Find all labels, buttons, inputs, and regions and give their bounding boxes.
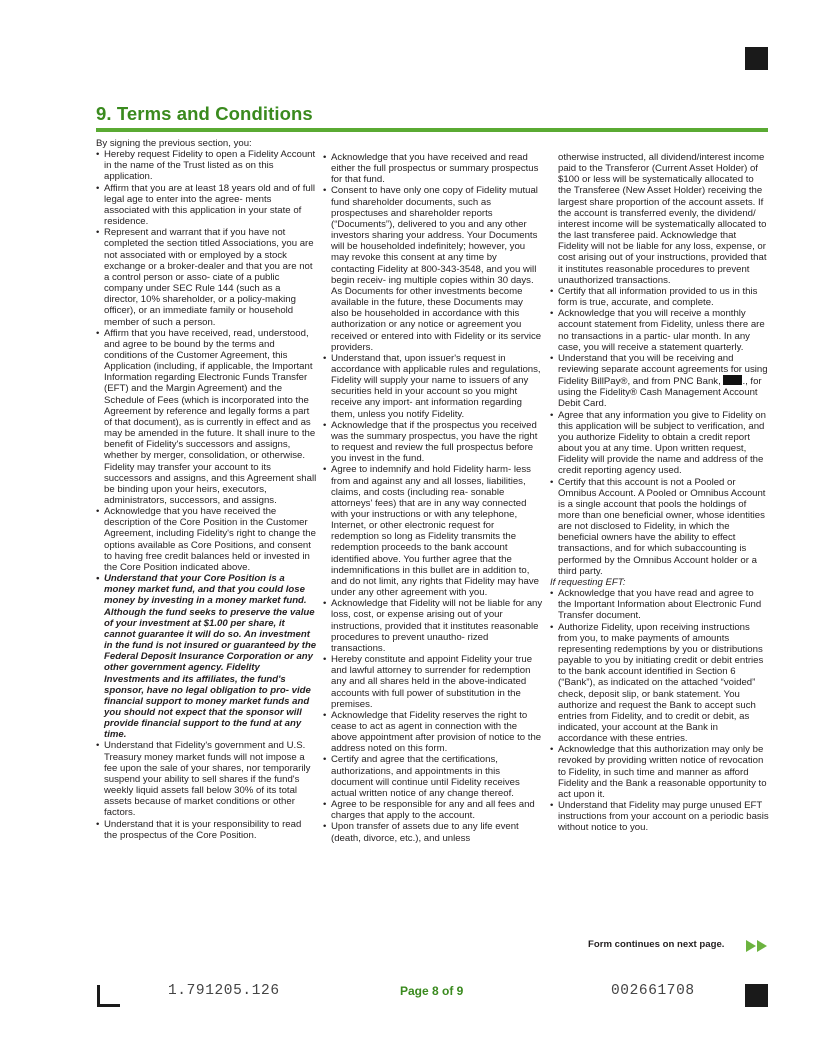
terms-column-1	[96, 138, 317, 841]
term-item: • Acknowledge that if the prospectus you received was the summary prospectus, you have the right to request and review the full prospectus before you invest in the fund.	[323, 420, 543, 465]
term-item: • Certify that this account is not a Pooled or Omnibus Account. A Pooled or Omnibus Account is a single account that pools the holdings of more than one beneficial owner, whose identities are not disclosed to Fidelity, in which the beneficial owners have the ability to effect transactions, and for which subaccounting is performed by the Omnibus Account holder or a third party.	[550, 477, 769, 577]
term-item: • Acknowledge that Fidelity will not be liable for any loss, cost, or expense arising out of your instructions, provided that it institutes reasonable procedures to prevent unautho- rized transactions.	[323, 598, 543, 654]
section-title: 9. Terms and Conditions	[96, 103, 313, 124]
term-item: • Affirm that you are at least 18 years old and of full legal age to enter into the agree- ments associated with this application in your state of residence.	[96, 183, 317, 228]
registration-mark-top-right	[745, 47, 768, 70]
term-item: • Understand that, upon issuer's request in accordance with applicable rules and regulations, Fidelity will supply your name to issuers of any securities held in your account so you might receive any import- ant information regarding them, unless you notify Fidelity.	[323, 353, 543, 420]
term-item: • Hereby constitute and appoint Fidelity your true and lawful attorney to surrender for redemption any and all shares held in the above-indicated accounts with full power of substitution in the premises.	[323, 654, 543, 710]
term-item-continued: otherwise instructed, all dividend/interest income paid to the Transferor (Current Asset Holder) of $100 or less will be systematically allocated to the Transferee (New Asset Holder) receiving the largest share proportion of the account assets. If the account is transferred evenly, the dividend/ interest income will be systematically allocated to the last transferee paid. Acknowledge that Fidelity will not be liable for any loss, expense, or cost arising out of your instructions, provided that it institutes reasonable procedures to prevent unauthorized transactions.	[558, 152, 767, 286]
eft-term-item: • Understand that Fidelity may purge unused EFT instructions from your account on a periodic basis without notice to you.	[550, 800, 769, 833]
term-item: • Acknowledge that Fidelity reserves the right to cease to act as agent in connection with the above appointment after provision of notice to the address noted on this form.	[323, 710, 543, 755]
term-item: • Certify that all information provided to us in this form is true, accurate, and complete.	[550, 286, 769, 308]
bank-text-before: Understand that you will be receiving and reviewing separate account agreements for using Fidelity BillPay®, and from PNC Bank,	[558, 352, 768, 388]
document-code: 1.791205.126	[168, 983, 280, 999]
intro-text: By signing the previous section, you:	[96, 138, 252, 149]
term-item: • Agree to indemnify and hold Fidelity harm- less from and against any and all losses, liabilities, claims, and costs (including rea- sonable attorneys' fees) that are in any way connected with your instructions or with any telephone, Internet, or other electronic request for redemption so long as Fidelity transmits the redemption proceeds to the bank account identified above. You further agree that the indemnifications in this bullet are in addition to, and do not limit, any rights that Fidelity may have under any other agreement with you.	[323, 464, 543, 598]
term-item: • Certify and agree that the certifications, authorizations, and appointments in this document will continue until Fidelity receives actual written notice of any change thereof.	[323, 754, 543, 799]
eft-heading: If requesting EFT:	[550, 576, 626, 588]
term-item: • Agree that any information you give to Fidelity on this application will be subject to verification, and you authorize Fidelity to obtain a credit report about you at any time. Upon written request, Fidelity will provide the name and address of the credit reporting agency used.	[550, 410, 769, 477]
registration-mark-bottom-right	[745, 984, 768, 1007]
eft-term-item: • Acknowledge that you have read and agree to the Important Information about Electronic Fund Transfer document.	[550, 588, 769, 621]
crop-mark-bottom-left	[97, 985, 120, 1007]
term-item: • Agree to be responsible for any and all fees and charges that apply to the account.	[323, 799, 543, 821]
term-item: • Acknowledge that you have received and read either the full prospectus or summary prospectus for that fund.	[323, 152, 543, 185]
terms-column-3	[550, 152, 769, 834]
next-page-arrows-icon	[746, 939, 768, 951]
term-item: • Hereby request Fidelity to open a Fidelity Account in the name of the Trust listed as on this application.	[96, 149, 317, 182]
term-item: • Understand that it is your responsibility to read the prospectus of the Core Position.	[96, 819, 317, 841]
bank-text-after: ., for using the Fidelity® Cash Management Account Debit Card.	[558, 376, 762, 410]
terms-column-2	[323, 152, 543, 844]
title-divider	[96, 128, 768, 132]
form-continues-note: Form continues on next page.	[588, 939, 725, 950]
money-market-warning: • Understand that your Core Position is a money market fund, and that you could lose money by investing in a money market fund. Although the fund seeks to preserve the value of your investment at $1.00 per share, it cannot guarantee it will do so. An investment in the fund is not insured or guaranteed by the Federal Deposit Insurance Corporation or any other government agency. Fidelity Investments and its affiliates, the fund's sponsor, have no legal obligation to pro- vide financial support to money market funds and you should not expect that the sponsor will provide financial support to the fund at any time.	[96, 573, 317, 740]
term-item: • Understand that Fidelity's government and U.S. Treasury money market funds will not impose a fee upon the sale of your shares, nor temporarily suspend your ability to sell shares if the fund's weekly liquid assets fall below 30% of its total assets because of market conditions or other factors.	[96, 740, 317, 818]
redaction-box	[723, 375, 742, 385]
term-item: • Consent to have only one copy of Fidelity mutual fund shareholder documents, such as prospectuses and shareholder reports (“Documents”), delivered to you and any other investors sharing your address. Your Documents will be householded indefinitely; however, you may revoke this consent at any time by contacting Fidelity at 800-343-3548, and you will begin receiv- ing multiple copies within 30 days. As Documents for other investments become available in the future, these Documents may also be householded in accordance with this authorization or any notice or agreement you received or entered into with Fidelity or its service providers.	[323, 185, 543, 352]
term-item: • Acknowledge that you will receive a monthly account statement from Fidelity, unless there are no transactions in a partic- ular month. In any case, you will receive a statement quarterly.	[550, 308, 769, 353]
page-number: Page 8 of 9	[400, 984, 464, 998]
term-item: • Represent and warrant that if you have not completed the section titled Associations, you are not associated with or employed by a stock exchange or a broker-dealer and that you are not a control person or asso- ciate of a public company under SEC Rule 144 (such as a director, 10% shareholder, or a policy-making officer), or an immediate family or household member of such a person.	[96, 227, 317, 327]
term-item: • Upon transfer of assets due to any life event (death, divorce, etc.), and unless	[323, 821, 543, 843]
term-item-bank-agreements	[550, 353, 769, 410]
term-item: • Affirm that you have received, read, understood, and agree to be bound by the terms and conditions of the Customer Agreement, this Application (including, if applicable, the Important Information regarding Electronic Funds Transfer (EFT) and the Margin Agreement) and the Schedule of Fees (which is incorporated into the Agreement by reference and legally forms a part of that document), as is currently in effect and as may be amended in the future. It shall inure to the benefit of Fidelity's successors and assigns, whether by merger, consolidation, or otherwise. Fidelity may transfer your account to its successors and assigns, and this Agreement shall be binding upon your heirs, executors, administrators, successors, and assigns.	[96, 328, 317, 507]
term-item: • Acknowledge that you have received the description of the Core Position in the Customer Agreement, including Fidelity's right to change the options available as Core Positions, and consent to having free credit balances held or invested in the Core Position indicated above.	[96, 506, 317, 573]
document-number: 002661708	[611, 983, 695, 999]
eft-term-item: • Acknowledge that this authorization may only be revoked by providing written notice of revocation to Fidelity, in such time and manner as afford Fidelity and the Bank a reasonable opportunity to act upon it.	[550, 744, 769, 800]
eft-term-item: • Authorize Fidelity, upon receiving instructions from you, to make payments of amounts representing redemptions by you or distributions payable to you by initiating credit or debit entries to the bank account identified in Section 6 (“Bank”), as indicated on the attached “voided” check, deposit slip, or bank statement. You authorize and request the Bank to accept such entries from Fidelity, and to credit or debit, as indicated, your account at the Bank in accordance with these entries.	[550, 622, 769, 745]
